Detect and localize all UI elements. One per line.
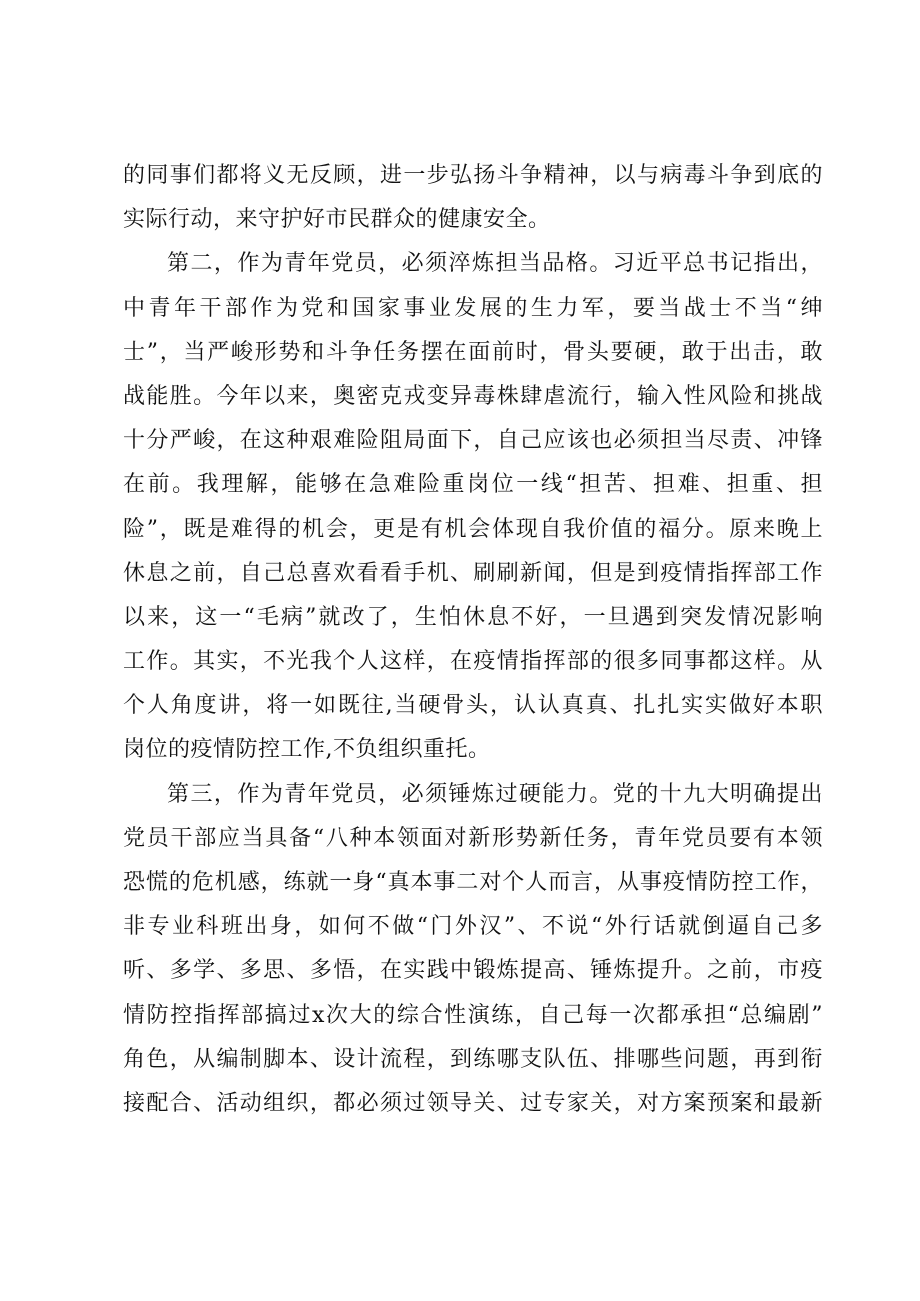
text-line: 恐慌的危机感，练就一身“真本事二对个人而言，从事疫情防控工作， — [123, 870, 823, 895]
text-line: 个人角度讲，将一如既往,当硬骨头，认认真真、扎扎实实做好本职 — [123, 693, 823, 719]
text-line: 休息之前，自己总喜欢看看手机、刷刷新闻，但是到疫情指挥部工作 — [123, 560, 823, 586]
paragraph-2 — [123, 242, 823, 772]
text-line: 党员干部应当具备“八种本领面对新形势新任务，青年党员要有本领 — [123, 825, 823, 851]
text-line: 角色，从编制脚本、设计流程，到练哪支队伍、排哪些问题，再到衔 — [123, 1046, 823, 1072]
text-line: 实际行动，来守护好市民群众的健康安全。 — [123, 207, 551, 233]
text-line: 岗位的疫情防控工作,不负组织重托。 — [123, 737, 491, 763]
body-text — [123, 154, 823, 1126]
text-line: 工作。其实，不光我个人这样，在疫情指挥部的很多同事都这样。从 — [123, 649, 823, 675]
text-line: 士”，当严峻形势和斗争任务摆在面前时，骨头要硬，敢于出击，敢 — [123, 339, 823, 365]
paragraph-1 — [123, 154, 823, 242]
text-line: 中青年干部作为党和国家事业发展的生力军，要当战士不当“绅 — [123, 295, 823, 321]
text-line: 情防控指挥部搞过x次大的综合性演练，自己每一次都承担“总编剧” — [123, 1002, 823, 1028]
text-line: 接配合、活动组织，都必须过领导关、过专家关，对方案预案和最新 — [123, 1090, 823, 1116]
text-line: 第二，作为青年党员，必须淬炼担当品格。习近平总书记指出， — [167, 251, 823, 277]
paragraph-3 — [123, 773, 823, 1127]
text-line: 十分严峻，在这种艰难险阻局面下，自己应该也必须担当尽责、冲锋 — [123, 428, 823, 454]
text-line: 险”，既是难得的机会，更是有机会体现自我价值的福分。原来晚上 — [123, 516, 823, 542]
text-line: 在前。我理解，能够在急难险重岗位一线“担苦、担难、担重、担 — [123, 472, 823, 498]
text-line: 战能胜。今年以来，奥密克戎变异毒株肆虐流行，输入性风险和挑战 — [123, 383, 823, 409]
text-line: 非专业科班出身，如何不做“门外汉”、不说“外行话就倒逼自己多 — [123, 914, 823, 940]
text-line: 的同事们都将义无反顾，进一步弘扬斗争精神，以与病毒斗争到底的 — [123, 163, 823, 188]
text-line: 以来，这一“毛病”就改了，生怕休息不好，一旦遇到突发情况影响 — [123, 604, 823, 630]
text-line: 听、多学、多思、多悟，在实践中锻炼提高、锤炼提升。之前，市疫 — [123, 958, 823, 984]
text-line: 第三，作为青年党员，必须锤炼过硬能力。党的十九大明确提出 — [167, 781, 823, 807]
